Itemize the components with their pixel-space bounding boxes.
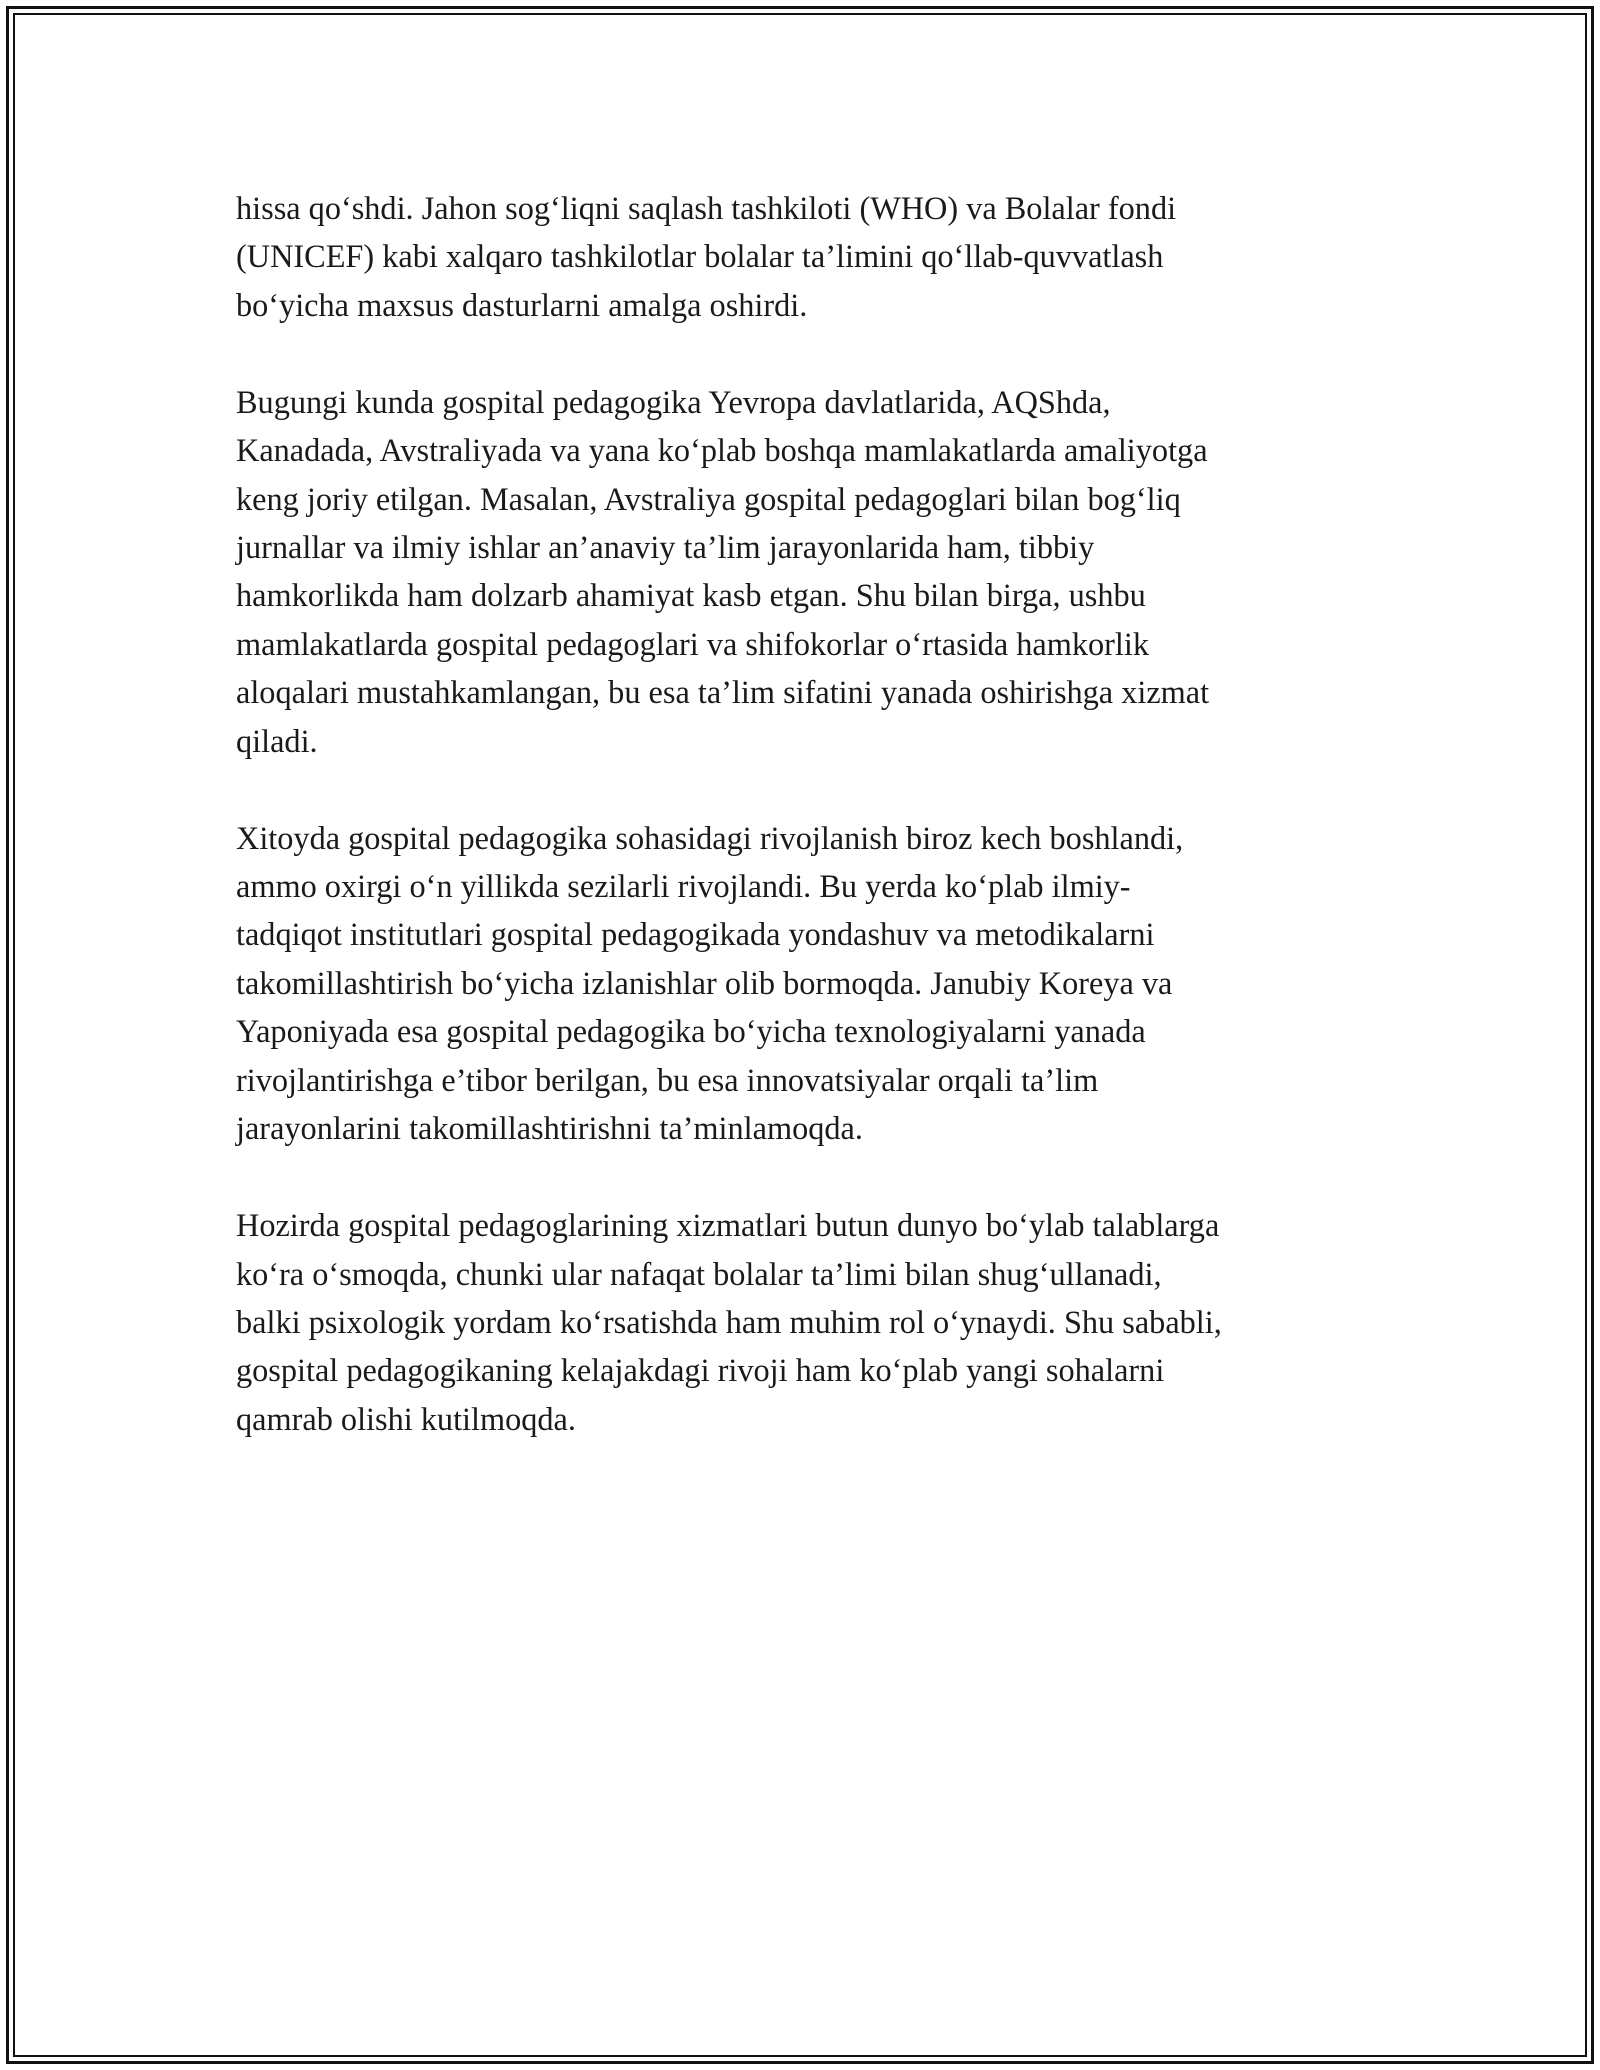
text-line: jarayonlarini takomillashtirishni ta’minlamoqda. <box>236 1110 863 1147</box>
text-line: aloqalari mustahkamlangan, bu esa ta’lim sifatini yanada oshirishga xizmat <box>236 674 1210 711</box>
text-line: tadqiqot institutlari gospital pedagogikada yondashuv va metodikalarni <box>236 916 1155 953</box>
text-line: qamrab olishi kutilmoqda. <box>236 1400 576 1437</box>
paragraph-1 <box>236 184 1366 329</box>
text-line: (UNICEF) kabi xalqaro tashkilotlar bolalar ta’limini qo‘llab-quvvatlash <box>236 238 1164 275</box>
paragraph-2 <box>236 378 1366 765</box>
text-line: qiladi. <box>236 722 318 759</box>
text-line: Xitoyda gospital pedagogika sohasidagi rivojlanish biroz kech boshlandi, <box>236 819 1184 856</box>
text-line: hissa qo‘shdi. Jahon sog‘liqni saqlash tashkiloti (WHO) va Bolalar fondi <box>236 190 1177 226</box>
text-line: Yaponiyada esa gospital pedagogika bo‘yicha texnologiyalarni yanada <box>236 1013 1146 1050</box>
text-line: rivojlantirishga e’tibor berilgan, bu esa innovatsiyalar orqali ta’lim <box>236 1061 1099 1098</box>
text-line: Hozirda gospital pedagoglarining xizmatlari butun dunyo bo‘ylab talablarga <box>236 1207 1220 1244</box>
paragraph-4 <box>236 1201 1366 1443</box>
text-line: ammo oxirgi o‘n yillikda sezilarli rivojlandi. Bu yerda ko‘plab ilmiy- <box>236 868 1131 905</box>
text-line: keng joriy etilgan. Masalan, Avstraliya gospital pedagoglari bilan bog‘liq <box>236 480 1181 517</box>
text-line: bo‘yicha maxsus dasturlarni amalga oshirdi. <box>236 286 808 323</box>
text-line: Bugungi kunda gospital pedagogika Yevropa davlatlarida, AQShda, <box>236 383 1111 420</box>
text-line: Kanadada, Avstraliyada va yana ko‘plab boshqa mamlakatlarda amaliyotga <box>236 432 1208 469</box>
text-line: gospital pedagogikaning kelajakdagi rivoji ham ko‘plab yangi sohalarni <box>236 1352 1165 1389</box>
text-line: mamlakatlarda gospital pedagoglari va shifokorlar o‘rtasida hamkorlik <box>236 625 1149 662</box>
document-body <box>236 184 1366 1492</box>
text-line: hamkorlikda ham dolzarb ahamiyat kasb etgan. Shu bilan birga, ushbu <box>236 577 1146 614</box>
paragraph-3 <box>236 814 1366 1153</box>
text-line: takomillashtirish bo‘yicha izlanishlar olib bormoqda. Janubiy Koreya va <box>236 964 1173 1001</box>
text-line: balki psixologik yordam ko‘rsatishda ham muhim rol o‘ynaydi. Shu sababli, <box>236 1303 1222 1340</box>
text-line: ko‘ra o‘smoqda, chunki ular nafaqat bolalar ta’limi bilan shug‘ullanadi, <box>236 1255 1162 1292</box>
text-line: jurnallar va ilmiy ishlar an’anaviy ta’lim jarayonlarida ham, tibbiy <box>236 529 1095 566</box>
